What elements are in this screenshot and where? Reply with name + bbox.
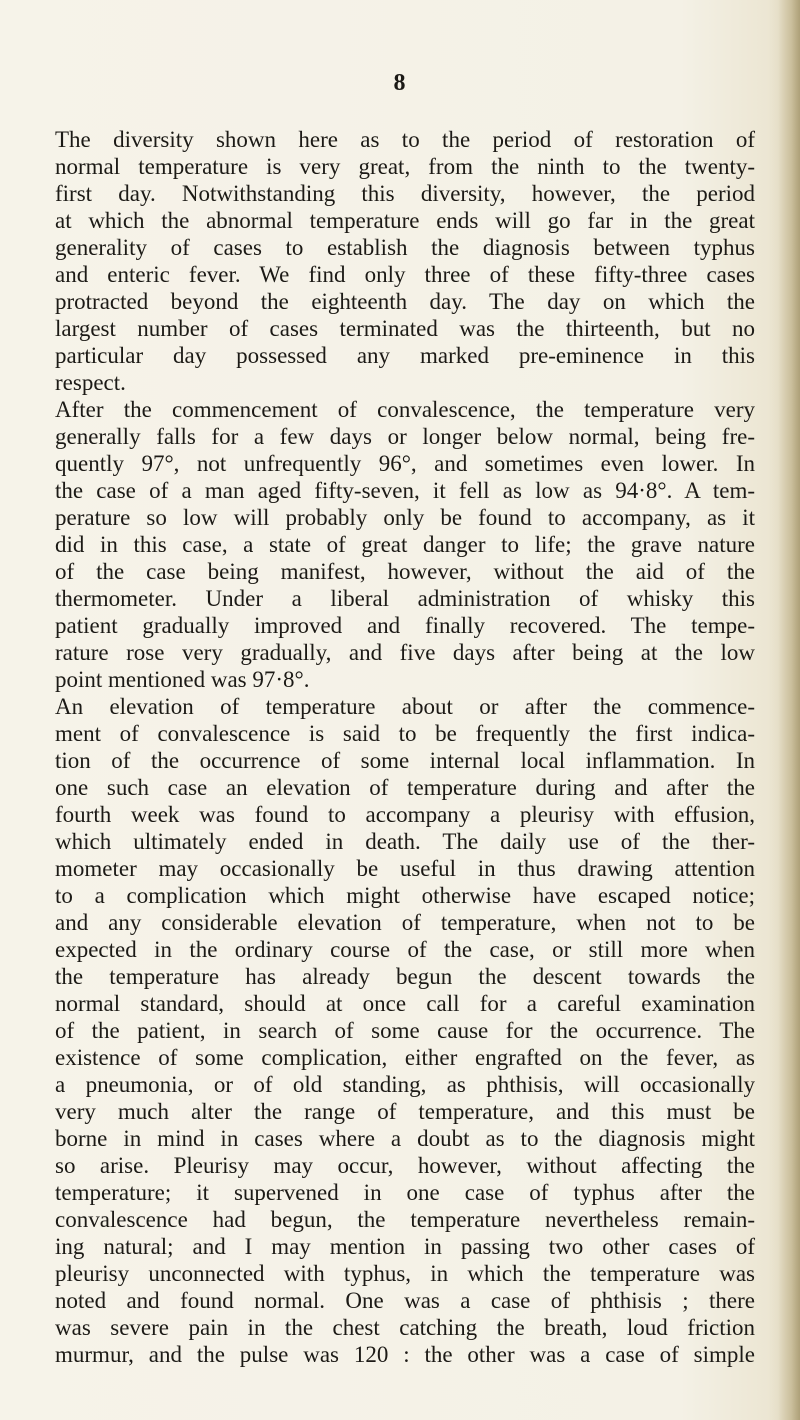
text-line: point mentioned was 97·8°. [55,667,310,692]
page-number: 8 [393,70,407,96]
text-line: of the patient, in search of some cause for the occurrence. The [55,1018,755,1043]
text-line: to a complication which might otherwise have escaped notice; [55,883,755,908]
text-line: and any considerable elevation of temperature, when not to be [55,910,755,935]
text-line: temperature; it supervened in one case of typhus after the [55,1180,755,1205]
paragraph [55,693,755,1368]
text-line: convalescence had begun, the temperature nevertheless remain- [55,1207,755,1232]
text-line: very much alter the range of temperature, and this must be [55,1099,755,1124]
text-line: existence of some complication, either engrafted on the fever, as [55,1045,755,1070]
text-line: ment of convalescence is said to be frequently the first indica- [55,721,755,746]
text-line: noted and found normal. One was a case of phthisis ; there [55,1288,755,1313]
text-line: quently 97°, not unfrequently 96°, and sometimes even lower. In [55,451,755,476]
body-text [55,126,755,1368]
text-line: patient gradually improved and finally recovered. The tempe- [55,613,755,638]
text-line: normal temperature is very great, from the ninth to the twenty- [55,154,755,179]
text-line: fourth week was found to accompany a pleurisy with effusion, [55,802,755,827]
text-line: largest number of cases terminated was the thirteenth, but no [55,316,755,341]
text-line: pleurisy unconnected with typhus, in which the temperature was [55,1261,755,1286]
text-line: generally falls for a few days or longer below normal, being fre- [55,424,755,449]
page-edge-shadow [778,0,800,1420]
text-line: and enteric fever. We find only three of these fifty-three cases [55,262,755,287]
text-line: An elevation of temperature about or after the commence- [55,694,755,719]
text-line: The diversity shown here as to the period of restoration of [55,127,755,152]
text-line: protracted beyond the eighteenth day. The day on which the [55,289,755,314]
text-line: one such case an elevation of temperature during and after the [55,775,755,800]
text-line: rature rose very gradually, and five days after being at the low [55,640,755,665]
text-line: borne in mind in cases where a doubt as to the diagnosis might [55,1126,755,1151]
text-line: so arise. Pleurisy may occur, however, without affecting the [55,1153,755,1178]
text-line: the temperature has already begun the descent towards the [55,964,755,989]
text-line: of the case being manifest, however, without the aid of the [55,559,755,584]
text-line: After the commencement of convalescence, the temperature very [55,397,755,422]
text-line: perature so low will probably only be found to accompany, as it [55,505,755,530]
text-line: the case of a man aged fifty-seven, it fell as low as 94·8°. A tem- [55,478,755,503]
paragraph [55,396,755,693]
text-line: thermometer. Under a liberal administration of whisky this [55,586,755,611]
text-line: first day. Notwithstanding this diversity, however, the period [55,181,755,206]
text-line: expected in the ordinary course of the case, or still more when [55,937,755,962]
text-line: respect. [55,370,126,395]
text-line: a pneumonia, or of old standing, as phthisis, will occasionally [55,1072,755,1097]
text-line: at which the abnormal temperature ends will go far in the great [55,208,755,233]
text-line: tion of the occurrence of some internal local inflammation. In [55,748,755,773]
text-line: generality of cases to establish the diagnosis between typhus [55,235,755,260]
paragraph [55,126,755,396]
text-line: which ultimately ended in death. The daily use of the ther- [55,829,755,854]
text-line: mometer may occasionally be useful in thus drawing attention [55,856,755,881]
text-line: ing natural; and I may mention in passing two other cases of [55,1234,755,1259]
text-line: normal standard, should at once call for a careful examination [55,991,755,1016]
text-line: did in this case, a state of great danger to life; the grave nature [55,532,755,557]
text-line: was severe pain in the chest catching the breath, loud friction [55,1315,755,1340]
text-line: particular day possessed any marked pre-eminence in this [55,343,755,368]
text-line: murmur, and the pulse was 120 : the other was a case of simple [55,1342,755,1367]
